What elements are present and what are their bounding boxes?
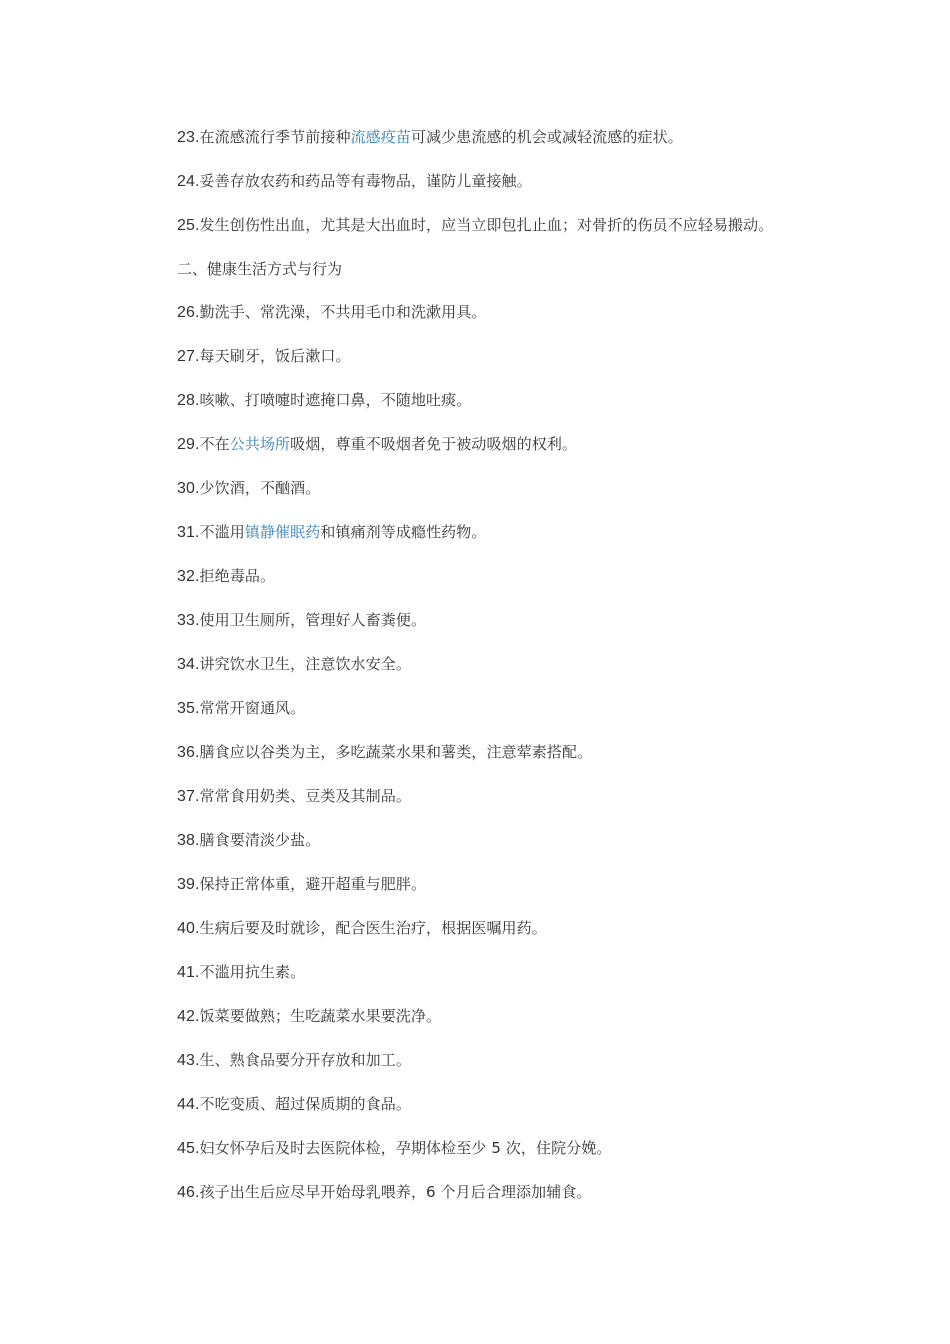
item-text: 拒绝毒品。 [199, 567, 276, 585]
item-number: 45. [177, 1140, 200, 1157]
list-item [143, 563, 813, 590]
list-item [143, 1135, 813, 1162]
item-text: 饭菜要做熟；生吃蔬菜水果要洗净。 [199, 1007, 442, 1025]
item-text: 在流感流行季节前接种 [199, 128, 351, 146]
item-number: 29. [177, 436, 200, 453]
item-text-continued: 吸烟，尊重不吸烟者免于被动吸烟的权利。 [290, 435, 578, 453]
item-text: 常常开窗通风。 [199, 699, 306, 717]
list-item [143, 607, 813, 634]
item-text: 孩子出生后应尽早开始母乳喂养，6 个月后合理添加辅食。 [199, 1183, 592, 1201]
item-number: 41. [177, 964, 200, 981]
item-text: 发生创伤性出血，尤其是大出血时，应当立即包扎止血；对骨折的伤员不应轻易搬动。 [199, 216, 774, 234]
list-item [143, 299, 813, 326]
list-item [143, 959, 813, 986]
list-item [143, 1179, 813, 1206]
item-text-continued: 和镇痛剂等成瘾性药物。 [320, 523, 487, 541]
item-number: 30. [177, 480, 200, 497]
list-item [143, 739, 813, 766]
list-item [143, 871, 813, 898]
document-content [143, 124, 813, 1223]
item-text: 咳嗽、打喷嚏时遮掩口鼻，不随地吐痰。 [199, 391, 472, 409]
item-text: 讲究饮水卫生，注意饮水安全。 [199, 655, 411, 673]
list-item [143, 651, 813, 678]
item-number: 38. [177, 832, 200, 849]
section-heading: 二、健康生活方式与行为 [177, 260, 343, 278]
list-item [143, 475, 813, 502]
item-number: 46. [177, 1184, 200, 1201]
item-text: 常常食用奶类、豆类及其制品。 [199, 787, 411, 805]
item-number: 28. [177, 392, 200, 409]
keyword-link[interactable]: 流感疫苗 [350, 128, 411, 146]
keyword-link[interactable]: 镇静催眠药 [244, 523, 321, 541]
list-item [143, 1003, 813, 1030]
item-number: 36. [177, 744, 200, 761]
item-text: 少饮酒，不酗酒。 [199, 479, 321, 497]
item-text: 保持正常体重，避开超重与肥胖。 [199, 875, 427, 893]
list-item [143, 212, 813, 239]
item-number: 42. [177, 1008, 200, 1025]
item-text: 每天刷牙，饭后漱口。 [199, 347, 351, 365]
item-number: 37. [177, 788, 200, 805]
item-number: 39. [177, 876, 200, 893]
list-item [143, 783, 813, 810]
list-item [143, 124, 813, 151]
list-item [143, 827, 813, 854]
item-text: 勤洗手、常洗澡，不共用毛巾和洗漱用具。 [199, 303, 487, 321]
item-number: 34. [177, 656, 200, 673]
list-item [143, 915, 813, 942]
item-number: 33. [177, 612, 200, 629]
item-list-part-2 [143, 299, 813, 1206]
item-number: 25. [177, 217, 200, 234]
item-number: 44. [177, 1096, 200, 1113]
item-number: 31. [177, 524, 200, 541]
list-item [143, 168, 813, 195]
list-item [143, 387, 813, 414]
item-text: 生、熟食品要分开存放和加工。 [199, 1051, 411, 1069]
item-text: 不滥用抗生素。 [199, 963, 306, 981]
list-item [143, 519, 813, 546]
item-number: 27. [177, 348, 200, 365]
list-item [143, 431, 813, 458]
item-text: 生病后要及时就诊，配合医生治疗，根据医嘱用药。 [199, 919, 547, 937]
item-number: 32. [177, 568, 200, 585]
item-list-part-1 [143, 124, 813, 239]
item-text: 不吃变质、超过保质期的食品。 [199, 1095, 411, 1113]
item-text-continued: 可减少患流感的机会或减轻流感的症状。 [410, 128, 683, 146]
list-item [143, 1047, 813, 1074]
keyword-link[interactable]: 公共场所 [229, 435, 291, 453]
list-item [143, 695, 813, 722]
item-number: 23. [177, 129, 200, 146]
list-item [143, 343, 813, 370]
item-text: 膳食应以谷类为主，多吃蔬菜水果和薯类，注意荤素搭配。 [199, 743, 593, 761]
item-number: 40. [177, 920, 200, 937]
item-number: 43. [177, 1052, 200, 1069]
item-text: 使用卫生厕所，管理好人畜粪便。 [199, 611, 427, 629]
list-item [143, 1091, 813, 1118]
item-text: 妥善存放农药和药品等有毒物品，谨防儿童接触。 [199, 172, 532, 190]
item-text: 妇女怀孕后及时去医院体检，孕期体检至少 5 次，住院分娩。 [199, 1139, 612, 1157]
item-number: 24. [177, 173, 200, 190]
item-text: 不滥用 [199, 523, 245, 541]
item-text: 不在 [199, 435, 230, 453]
item-number: 35. [177, 700, 200, 717]
item-number: 26. [177, 304, 200, 321]
item-text: 膳食要清淡少盐。 [199, 831, 321, 849]
